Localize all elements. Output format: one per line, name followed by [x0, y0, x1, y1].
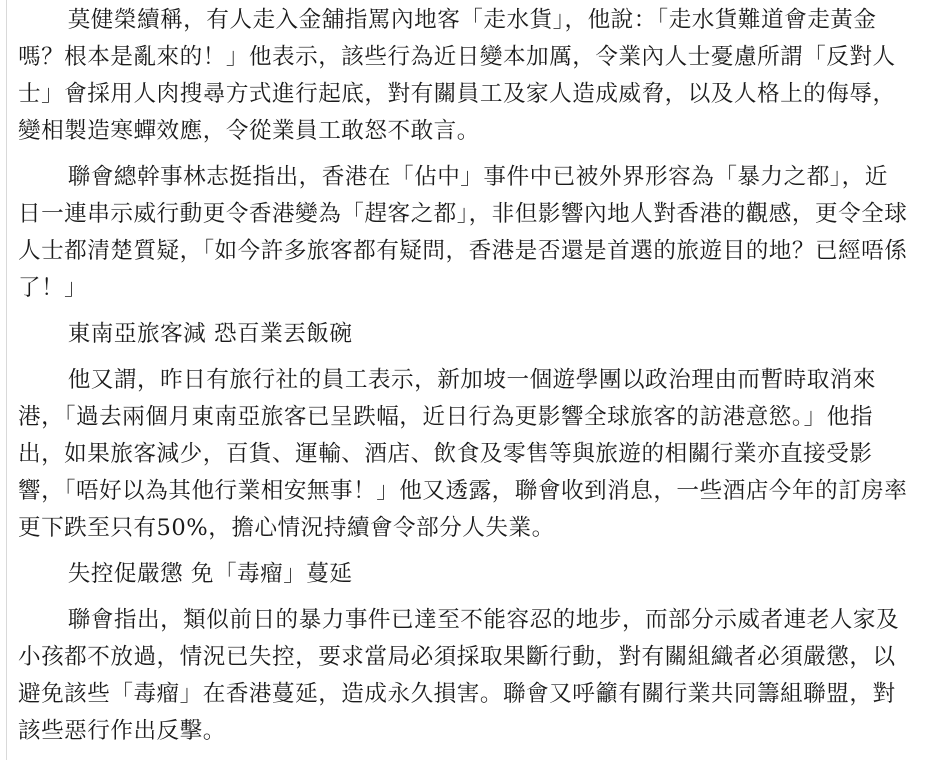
paragraph-gap: [18, 307, 910, 316]
paragraph-1: 莫健榮續稱，有人走入金舖指罵內地客「走水貨」，他說：「走水貨難道會走黃金嗎？根本是亂來的！」他表示，該些行為近日變本加厲，令業內人士憂慮所謂「反對人士」會採用人肉搜尋方式進行起底，對有關員工及家人造成威脅，以及人格上的侮辱，變相製造寒蟬效應，令從業員工敢怒不敢言。: [18, 7, 896, 144]
paragraph-4: 聯會指出，類似前日的暴力事件已達至不能容忍的地步，而部分示威者連老人家及小孩都不放過，情況已失控，要求當局必須採取果斷行動，對有關組織者必須嚴懲，以避免該些「毒瘤」在香港蔓延，造成永久損害。聯會又呼籲有關行業共同籌組聯盟，對該些惡行作出反擊。: [18, 607, 900, 744]
paragraph-gap: [18, 547, 910, 556]
page-left-border: [6, 0, 7, 760]
paragraph-gap: [18, 353, 910, 362]
subheading-1: 東南亞旅客減 恐百業丟飯碗: [67, 321, 353, 347]
paragraph-2: 聯會總幹事林志挺指出，香港在「佔中」事件中已被外界形容為「暴力之都」，近日一連串示威行動更令香港變為「趕客之都」，非但影響內地人對香港的觀感，更令全球人士都清楚質疑，「如今許多旅客都有疑問，香港是否還是首選的旅遊目的地？已經唔係了！」: [18, 164, 908, 301]
subheading-2: 失控促嚴懲 免「毒瘤」蔓延: [67, 561, 353, 587]
paragraph-gap: [18, 150, 910, 159]
paragraph-gap: [18, 593, 910, 602]
article-body: [18, 0, 910, 750]
paragraph-3: 他又謂，昨日有旅行社的員工表示，新加坡一個遊學團以政治理由而暫時取消來港，「過去兩個月東南亞旅客已呈跌幅，近日行為更影響全球旅客的訪港意慾。」他指出，如果旅客減少，百貨、運輸、酒店、飲食及零售等與旅遊的相關行業亦直接受影響，「唔好以為其他行業相安無事！」他又透露，聯會收到消息，一些酒店今年的訂房率更下跌至只有50%，擔心情況持續會令部分人失業。: [18, 367, 908, 541]
